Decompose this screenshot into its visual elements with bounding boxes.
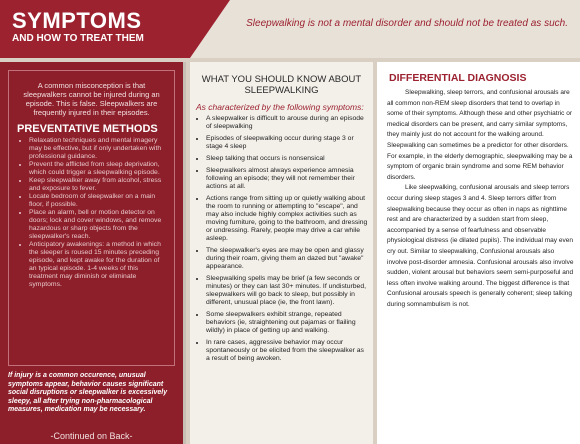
middle-panel — [190, 62, 373, 444]
diagnosis-paragraph-1: Sleepwalking, sleep terrors, and confusional arousals are all common non-REM sleep disorders that tend to overlap in some of their symptoms. Although these and other psychiatric or medical disorders can be present, and carry similar symptoms, they mainly just do not account for the walking around. Sleepwalking can sometimes be a predictor for other disorders. For example, in the elderly demographic, sleepwalking may be a symptom of organic brain syndrome and some REM behavior disorders. — [387, 89, 573, 181]
list-item: • Prevent the afflicted from sleep deprivation, which could trigger a sleepwalking episode. — [29, 161, 168, 177]
diagnosis-paragraph-2: Like sleepwalking, confusional arousals and sleep terrors occur during sleep stages 3 and 4. Sleep terrors differ from sleepwalking because they occur as often in naps as nighttime rest and are characterized by a sudden start from sleep, accompanied by a sense of fearfulness and observable physiological distress (ie dilated pupils). The individual may even cry out. Similar to sleepwalking, Confusional arousals also involve post-disorder amnesia. Confusional arousals also involve sudden, violent arousal but behaviors seem semi-purposeful and less often involve walking around. The biggest difference is that Confusional arousals speech is generally coherent; sleep talking during somnambulism is not. — [387, 184, 574, 308]
symptoms-subheading: As characterized by the following symptoms: — [196, 102, 364, 112]
list-item: • The sleepwalker's eyes are may be open and glassy during their roam, giving them an dazed but "awake" appearance. — [206, 247, 369, 271]
continued-on-back: -Continued on Back- — [50, 431, 133, 441]
preventative-list — [9, 137, 174, 289]
header-wedge — [190, 0, 230, 58]
tagline: Sleepwalking is not a mental disorder and should not be treated as such. — [246, 18, 568, 29]
misconception-text: A common misconception is that sleepwalkers cannot be injured during an episode. This is false. Sleepwalkers are frequently injured in their episodes. — [23, 81, 160, 117]
list-item: • Actions range from sitting up or quietly walking about the room to running or attempting to "escape", and may also include highly complex activities such as moving furniture, going to the bathroom, and dressing or undressing. Rarely, people may drive a car while asleep. — [206, 195, 369, 243]
page-subtitle: AND HOW TO TREAT THEM — [12, 33, 144, 44]
left-inner-box — [8, 70, 175, 366]
header — [0, 0, 580, 58]
list-item: • Sleepwalking spells may be brief (a few seconds or minutes) or they can last 30+ minutes. If undisturbed, sleepwalkers will go back to sleep, but possibly in different, unusual place (ie, the front lawn). — [206, 275, 369, 307]
injury-note: If injury is a common occurence, unusual symptoms appear, behavior causes significant social disruptions or sleepwalker is excessively sleepy, all after trying non-pharmacological measures, medication may be necessary. — [8, 372, 168, 413]
list-item: • Relaxation techniques and mental imagery may be effective, but if only undertaken with professional guidance. — [29, 137, 168, 161]
list-item: • Anticipatory awakenings: a method in which the sleeper is roused 15 minutes preceding episode, and kept awake for the duration of an typical episode. 1-4 weeks of this treatment may diminish or eliminate symptoms. — [29, 241, 168, 289]
left-panel — [0, 62, 186, 444]
preventative-title: PREVENTATIVE METHODS — [17, 123, 158, 135]
list-item: • Sleep talking that occurs is nonsensical — [206, 155, 369, 163]
right-panel — [377, 62, 580, 444]
diagnosis-heading: DIFFERENTIAL DIAGNOSIS — [389, 72, 527, 84]
list-item: • In rare cases, aggressive behavior may occur spontaneously or be elicited from the sleepwalker as a result of being awoken. — [206, 339, 369, 363]
list-item: • Episodes of sleepwalking occur during stage 3 or stage 4 sleep — [206, 135, 369, 151]
list-item: • Sleepwalkers almost always experience amnesia following an episode; they will not remember their actions at all. — [206, 167, 369, 191]
symptoms-heading: WHAT YOU SHOULD KNOW ABOUT SLEEPWALKING — [201, 74, 362, 96]
list-item: • Some sleepwalkers exhibit strange, repeated behaviors (ie, straightening out pajamas or flailing wildly) in place of getting up and walking. — [206, 311, 369, 335]
list-item: • Keep sleepwalker away from alcohol, stress and exposure to fever. — [29, 177, 168, 193]
list-item: • A sleepwalker is difficult to arouse during an episode of sleepwalking — [206, 115, 369, 131]
list-item: • Place an alarm, bell or motion detector on doors; lock and cover windows, and remove hazardous or sharp objects from the sleepwalker's reach. — [29, 209, 168, 241]
list-item: • Locate bedroom of sleepwalker on a main floor, if possible. — [29, 193, 168, 209]
symptom-list — [190, 115, 373, 363]
page-title: SYMPTOMS — [12, 8, 142, 33]
